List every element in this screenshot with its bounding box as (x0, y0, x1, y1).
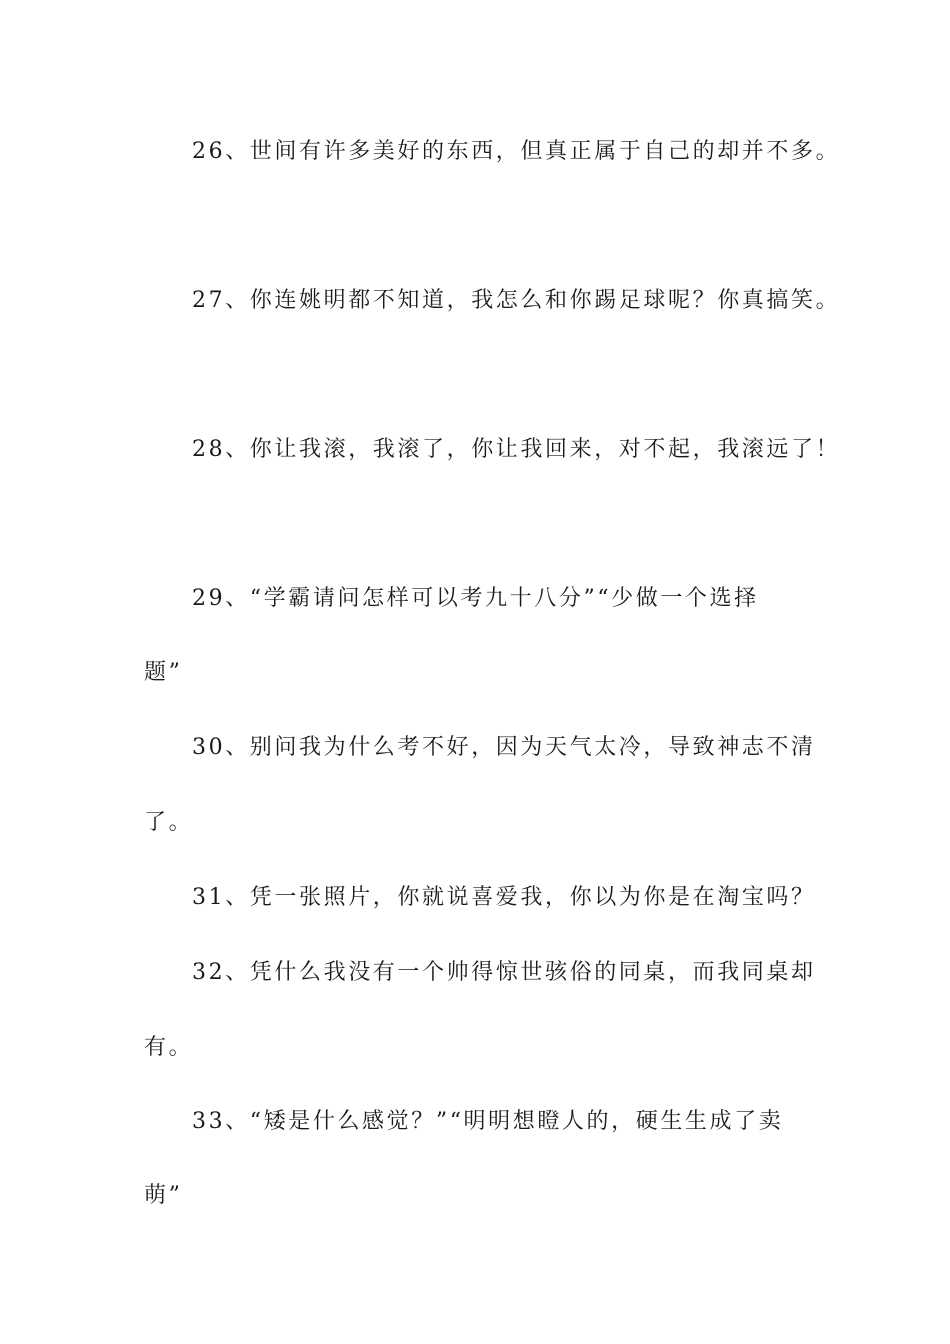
text-line-29-cont: 题” (144, 660, 183, 685)
text-line-26: 26、世间有许多美好的东西，但真正属于自己的却并不多。 (192, 139, 841, 164)
text-line-30-cont: 了。 (144, 810, 194, 835)
text-line-32: 32、凭什么我没有一个帅得惊世骇俗的同桌，而我同桌却 (192, 960, 816, 985)
text-line-33: 33、“矮是什么感觉？”“明明想瞪人的，硬生生成了卖 (192, 1109, 784, 1134)
text-line-27: 27、你连姚明都不知道，我怎么和你踢足球呢？你真搞笑。 (192, 288, 841, 313)
text-line-32-cont: 有。 (144, 1035, 194, 1060)
text-line-28: 28、你让我滚，我滚了，你让我回来，对不起，我滚远了！ (192, 437, 841, 462)
text-line-30: 30、别问我为什么考不好，因为天气太冷，导致神志不清 (192, 735, 816, 760)
text-line-31: 31、凭一张照片，你就说喜爱我，你以为你是在淘宝吗？ (192, 885, 816, 910)
text-line-33-cont: 萌” (144, 1183, 183, 1208)
text-line-29: 29、“学霸请问怎样可以考九十八分”“少做一个选择 (192, 586, 759, 611)
